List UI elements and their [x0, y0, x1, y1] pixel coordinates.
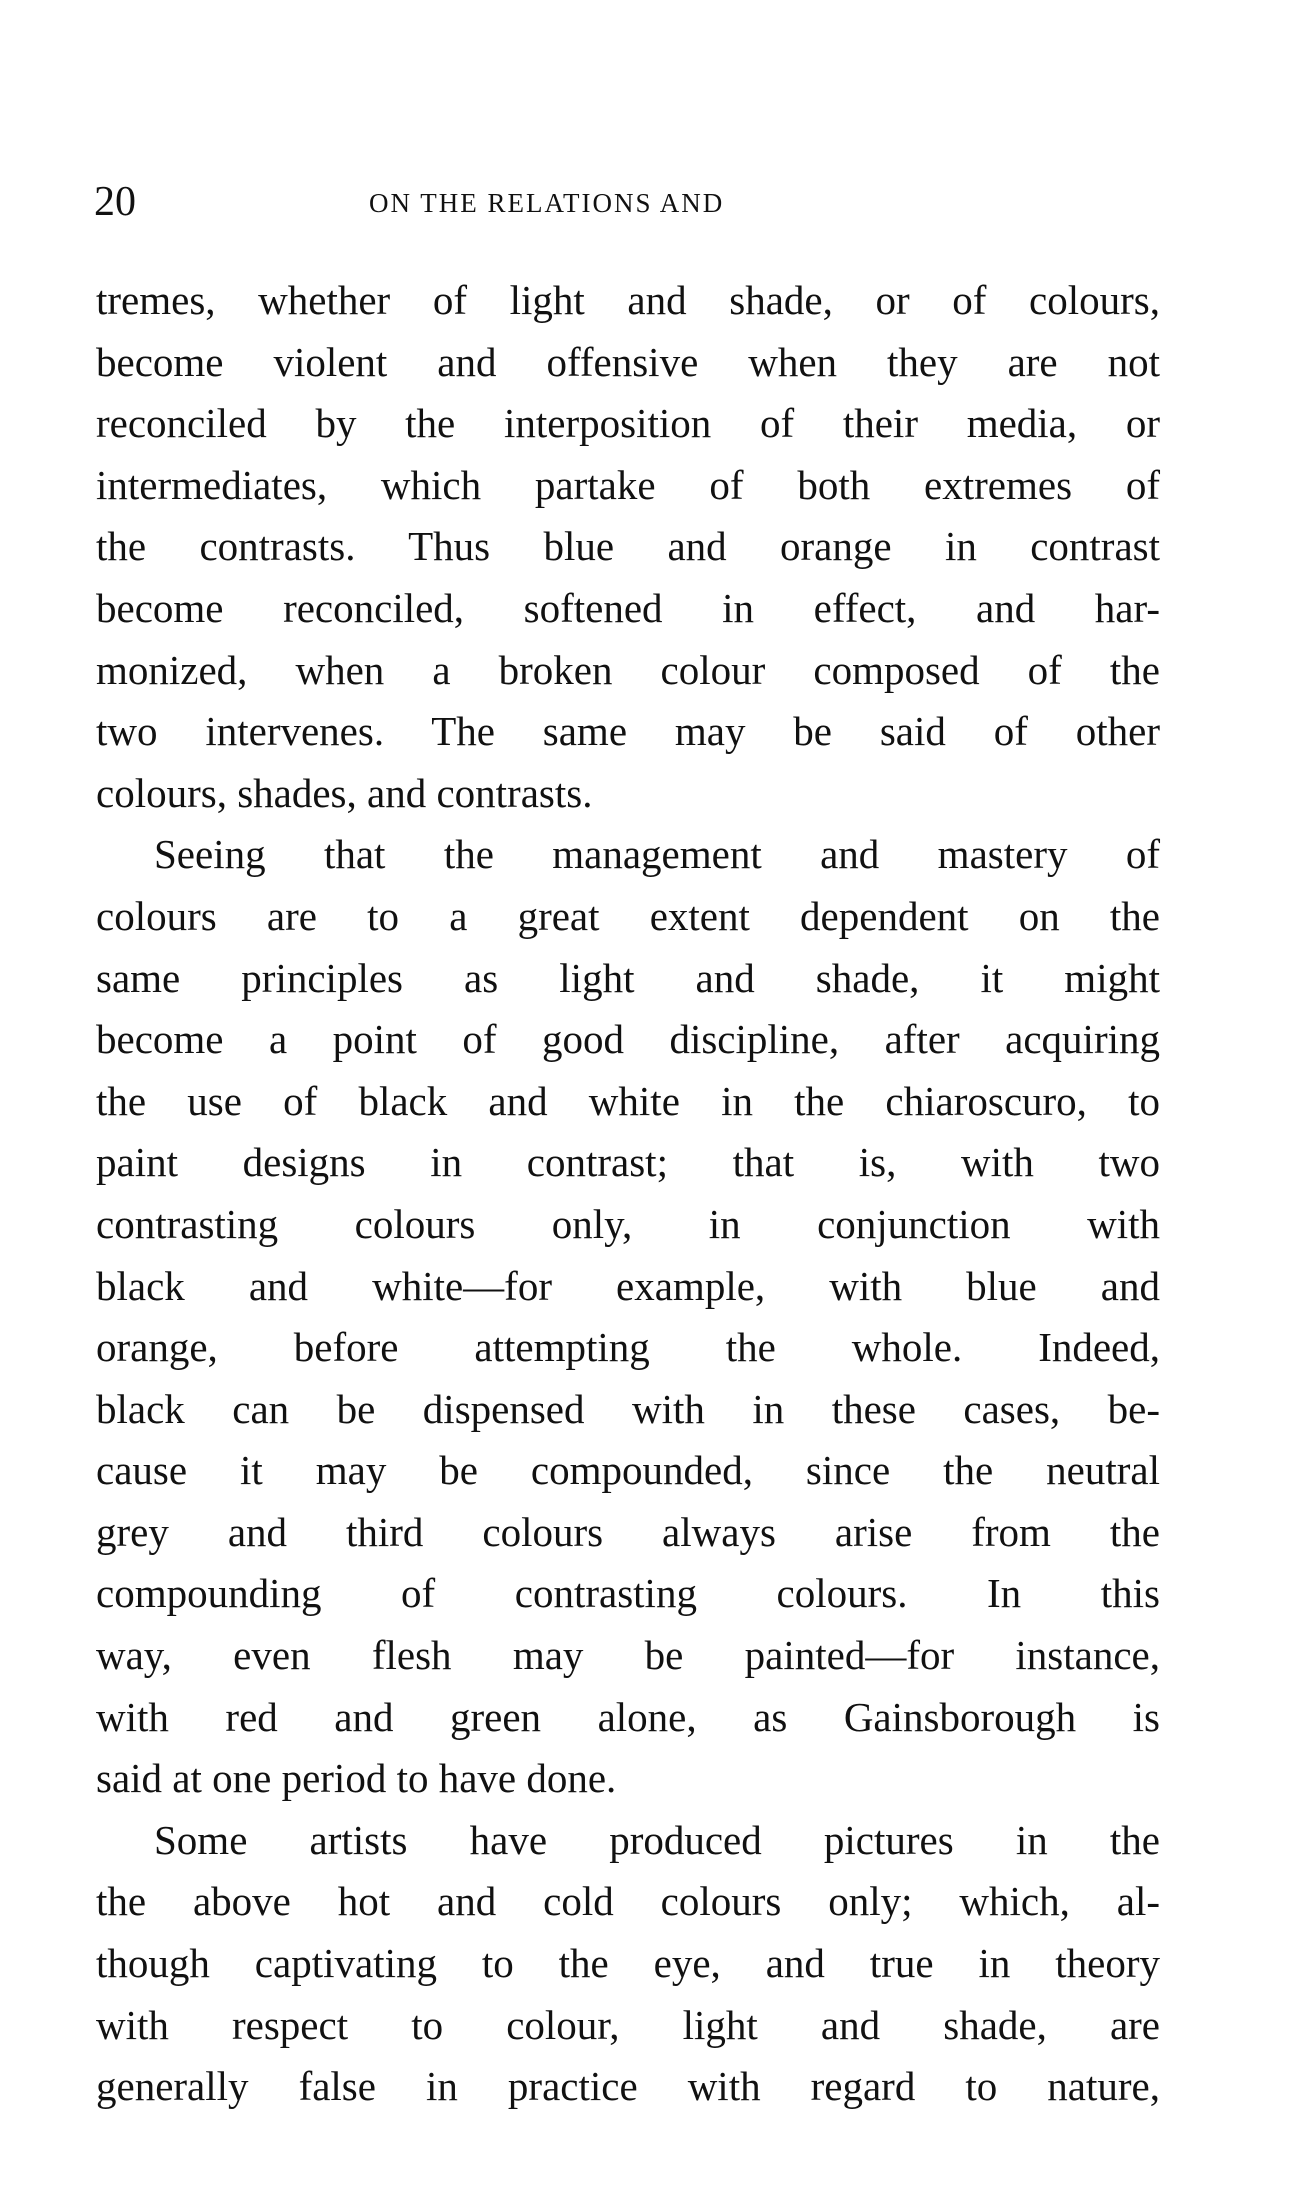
text-line: the above hot and cold colours only; which, al- — [96, 1878, 1160, 1925]
text-line: same principles as light and shade, it might — [96, 954, 1160, 1001]
text-line: Some artists have produced pictures in the — [154, 1816, 1160, 1863]
text-line: intermediates, which partake of both extremes of — [96, 461, 1160, 508]
text-line: become violent and offensive when they are not — [96, 338, 1160, 385]
text-line: way, even flesh may be painted—for instance, — [96, 1632, 1160, 1679]
text-line: said at one period to have done. — [96, 1755, 617, 1802]
text-line: generally false in practice with regard to nature, — [96, 2063, 1160, 2110]
text-line: the contrasts. Thus blue and orange in contrast — [96, 523, 1160, 570]
page-body — [96, 270, 1160, 2118]
text-line: with respect to colour, light and shade, are — [96, 2001, 1160, 2048]
text-line: with red and green alone, as Gainsborough is — [96, 1693, 1160, 1740]
text-line: colours, shades, and contrasts. — [96, 769, 593, 816]
text-line: Seeing that the management and mastery of — [154, 831, 1160, 878]
text-line: reconciled by the interposition of their media, or — [96, 400, 1160, 447]
text-line: tremes, whether of light and shade, or of colours, — [96, 277, 1160, 323]
text-line: cause it may be compounded, since the neutral — [96, 1447, 1160, 1494]
text-line: monized, when a broken colour composed of the — [96, 646, 1160, 693]
text-line: become reconciled, softened in effect, and har- — [96, 584, 1160, 631]
text-line: contrasting colours only, in conjunction with — [96, 1200, 1160, 1247]
text-line: colours are to a great extent dependent on the — [96, 892, 1160, 939]
text-line: though captivating to the eye, and true in theory — [96, 1940, 1160, 1987]
text-line: black and white—for example, with blue and — [96, 1262, 1160, 1309]
text-line: black can be dispensed with in these cases, be- — [96, 1385, 1160, 1432]
text-line: become a point of good discipline, after acquiring — [96, 1016, 1160, 1063]
running-title: ON THE RELATIONS AND — [369, 188, 725, 218]
text-line: the use of black and white in the chiaroscuro, to — [96, 1077, 1160, 1124]
text-line: two intervenes. The same may be said of other — [96, 708, 1160, 755]
page-number: 20 — [94, 179, 136, 225]
text-line: compounding of contrasting colours. In this — [96, 1570, 1160, 1617]
text-line: grey and third colours always arise from the — [96, 1508, 1160, 1555]
text-line: orange, before attempting the whole. Indeed, — [96, 1324, 1160, 1371]
running-header — [94, 178, 1094, 228]
text-line: paint designs in contrast; that is, with two — [96, 1139, 1160, 1186]
